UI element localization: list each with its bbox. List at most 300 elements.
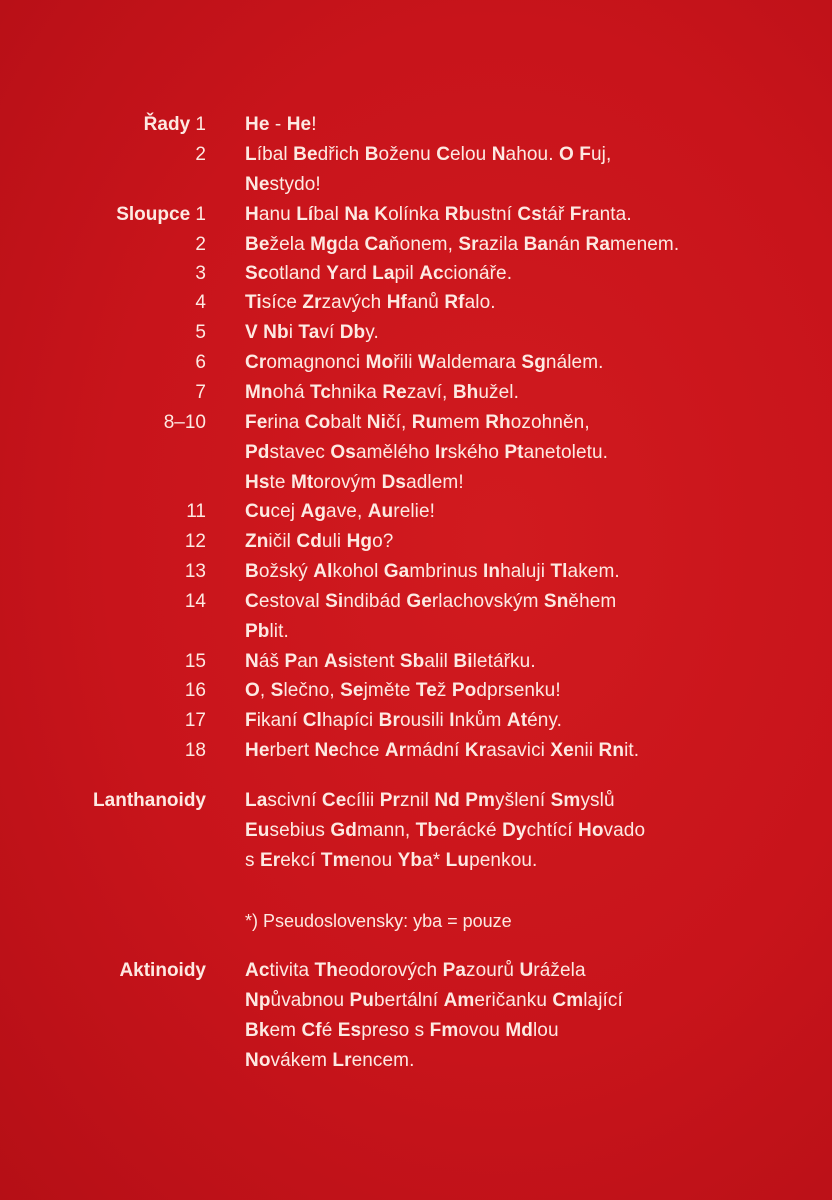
text-fragment: ndibád <box>343 591 407 612</box>
text-fragment: asavici <box>486 740 551 761</box>
mnemonic-row <box>0 468 832 498</box>
mnemonic-text <box>245 348 604 378</box>
text-fragment: olínka <box>388 204 445 225</box>
element-symbol: Po <box>451 680 477 701</box>
element-symbol: Ra <box>585 234 610 255</box>
element-symbol: Rf <box>444 292 465 313</box>
mnemonic-text <box>245 378 519 408</box>
group-number: 5 <box>195 322 206 343</box>
element-symbol: Br <box>378 710 400 731</box>
mnemonic-row <box>0 816 832 846</box>
mnemonic-row <box>0 259 832 289</box>
mnemonic-text <box>245 110 317 140</box>
section-heading: Lanthanoidy <box>93 790 206 811</box>
text-fragment: vákem <box>270 1050 333 1071</box>
element-symbol: Cm <box>552 990 584 1011</box>
text-fragment: amělého <box>355 442 435 463</box>
element-symbol: Pb <box>245 621 270 642</box>
element-symbol: Es <box>337 1020 362 1041</box>
text-fragment: znil <box>400 790 435 811</box>
element-symbol: P <box>284 651 298 672</box>
text-fragment: it. <box>624 740 640 761</box>
text-fragment: elou <box>450 144 492 165</box>
element-symbol: Er <box>259 850 281 871</box>
element-symbol: Ne <box>245 174 270 195</box>
group-number: 13 <box>184 561 206 582</box>
text-fragment: ahou. <box>505 144 559 165</box>
element-symbol: Ti <box>245 292 262 313</box>
mnemonic-text <box>245 617 289 647</box>
row-label <box>195 230 206 260</box>
group-number: 15 <box>184 651 206 672</box>
element-symbol: Lu <box>445 850 470 871</box>
text-fragment: lečno, <box>283 680 341 701</box>
element-symbol: Se <box>340 680 364 701</box>
element-symbol: Sg <box>521 352 546 373</box>
element-symbol: Te <box>415 680 437 701</box>
element-symbol: Lr <box>332 1050 352 1071</box>
element-symbol: Yb <box>397 850 423 871</box>
mnemonic-row <box>0 110 832 140</box>
text-fragment: é <box>321 1020 338 1041</box>
group-number: 12 <box>184 531 206 552</box>
text-fragment: balt <box>330 412 367 433</box>
mnemonic-text <box>245 736 639 766</box>
row-label <box>195 288 206 318</box>
text-fragment: ousili <box>399 710 450 731</box>
text-fragment: nán <box>548 234 586 255</box>
element-symbol: S <box>270 680 284 701</box>
element-symbol: Eu <box>245 820 270 841</box>
text-fragment: pil <box>394 263 420 284</box>
text-fragment: otland <box>268 263 327 284</box>
element-symbol: He <box>286 114 312 135</box>
mnemonic-text <box>245 816 645 846</box>
text-fragment: cílii <box>346 790 380 811</box>
text-fragment: bal <box>313 204 345 225</box>
text-fragment: istent <box>348 651 400 672</box>
element-symbol: F <box>245 710 257 731</box>
mnemonic-text <box>245 170 321 200</box>
group-number: 17 <box>184 710 206 731</box>
text-fragment: akem. <box>567 561 620 582</box>
text-fragment: a* <box>422 850 446 871</box>
row-label <box>185 676 206 706</box>
element-symbol: Ga <box>383 561 410 582</box>
text-fragment: preso s <box>361 1020 430 1041</box>
element-symbol: Db <box>339 322 366 343</box>
element-symbol: Fe <box>245 412 268 433</box>
element-symbol: W <box>417 352 437 373</box>
element-symbol: Bk <box>245 1020 270 1041</box>
text-fragment: cej <box>270 501 301 522</box>
text-fragment: ského <box>447 442 505 463</box>
mnemonic-row <box>0 200 832 230</box>
mnemonic-text <box>245 288 496 318</box>
element-symbol: Tb <box>415 820 440 841</box>
text-fragment: ohá <box>272 382 311 403</box>
text-fragment: kohol <box>332 561 384 582</box>
element-symbol: Ne <box>314 740 339 761</box>
element-symbol: Ni <box>366 412 386 433</box>
element-symbol: Rb <box>444 204 471 225</box>
row-label <box>185 736 206 766</box>
element-symbol: Dy <box>502 820 527 841</box>
element-symbol: Bh <box>452 382 479 403</box>
element-symbol: Hs <box>245 472 270 493</box>
text-fragment: cionáře. <box>443 263 513 284</box>
text-fragment: ž <box>436 680 452 701</box>
mnemonic-text <box>245 786 615 816</box>
mnemonic-text <box>245 140 611 170</box>
section-heading: Aktinoidy <box>119 960 206 981</box>
text-fragment: dprsenku! <box>476 680 561 701</box>
text-fragment: s <box>245 850 260 871</box>
element-symbol: He <box>245 740 270 761</box>
text-fragment: ňonem, <box>389 234 459 255</box>
row-label <box>185 557 206 587</box>
element-symbol: Pa <box>442 960 467 981</box>
text-fragment: jměte <box>363 680 416 701</box>
element-symbol: Cd <box>296 531 322 552</box>
text-fragment: yslů <box>580 790 615 811</box>
mnemonic-text <box>245 259 512 289</box>
text-fragment: zavých <box>321 292 387 313</box>
element-symbol: Kr <box>464 740 487 761</box>
element-symbol: Nd <box>434 790 460 811</box>
element-symbol: Ag <box>300 501 327 522</box>
mnemonic-text <box>245 527 393 557</box>
mnemonic-text <box>245 706 562 736</box>
mnemonic-row <box>0 647 832 677</box>
text-fragment: enou <box>349 850 398 871</box>
mnemonic-row <box>0 557 832 587</box>
mnemonic-text <box>245 497 435 527</box>
element-symbol: U <box>519 960 534 981</box>
element-symbol: Hg <box>346 531 373 552</box>
text-fragment: ! <box>311 114 317 135</box>
mnemonic-text <box>245 200 632 230</box>
text-fragment: lit. <box>269 621 289 642</box>
element-symbol: Ge <box>406 591 432 612</box>
element-symbol: Gd <box>330 820 357 841</box>
element-symbol: Sm <box>550 790 581 811</box>
text-fragment: yšlení <box>495 790 551 811</box>
text-fragment: síce <box>261 292 303 313</box>
text-fragment: anu <box>258 204 297 225</box>
mnemonic-row <box>0 230 832 260</box>
element-symbol: Co <box>304 412 331 433</box>
mnemonic-row <box>0 497 832 527</box>
text-fragment: uj, <box>590 144 612 165</box>
element-symbol: He <box>245 114 270 135</box>
mnemonic-text <box>245 557 620 587</box>
element-symbol: Fm <box>429 1020 459 1041</box>
element-symbol: Sc <box>245 263 269 284</box>
mnemonic-row <box>0 378 832 408</box>
mnemonic-row <box>0 288 832 318</box>
text-fragment: penkou. <box>469 850 538 871</box>
text-fragment: lou <box>532 1020 559 1041</box>
element-symbol: Tl <box>550 561 568 582</box>
mnemonic-text <box>245 468 464 498</box>
element-symbol: Hf <box>386 292 407 313</box>
text-fragment: an <box>297 651 324 672</box>
element-symbol: Md <box>505 1020 533 1041</box>
text-fragment: rážela <box>533 960 586 981</box>
element-symbol: Mg <box>310 234 338 255</box>
text-fragment: tář <box>541 204 570 225</box>
element-symbol: Tc <box>310 382 331 403</box>
element-symbol: Ru <box>411 412 438 433</box>
element-symbol: I <box>449 710 455 731</box>
text-fragment: stavec <box>269 442 331 463</box>
element-symbol: Np <box>245 990 271 1011</box>
element-symbol: Si <box>325 591 344 612</box>
element-symbol: Mt <box>290 472 314 493</box>
row-label <box>119 956 206 986</box>
text-fragment: čí, <box>386 412 412 433</box>
element-symbol: Fr <box>569 204 589 225</box>
element-symbol: Sn <box>543 591 569 612</box>
text-fragment: ozohněn, <box>510 412 590 433</box>
text-fragment: anetoletu. <box>523 442 609 463</box>
mnemonic-text <box>245 408 590 438</box>
element-symbol: Cf <box>301 1020 322 1041</box>
mnemonic-text <box>245 587 616 617</box>
element-symbol: C <box>436 144 451 165</box>
row-label <box>186 497 206 527</box>
text-fragment: nálem. <box>545 352 604 373</box>
text-fragment: íbal <box>256 144 294 165</box>
element-symbol: La <box>245 790 268 811</box>
element-symbol: Ds <box>381 472 407 493</box>
text-fragment: mann, <box>356 820 416 841</box>
element-symbol: Sb <box>399 651 425 672</box>
element-symbol: Cl <box>302 710 322 731</box>
element-symbol: B <box>364 144 379 165</box>
text-fragment: zaví, <box>406 382 453 403</box>
text-fragment: ůvabnou <box>270 990 350 1011</box>
text-fragment: užel. <box>478 382 519 403</box>
element-symbol: Na <box>344 204 369 225</box>
element-symbol: Ho <box>578 820 604 841</box>
mnemonic-row <box>0 617 832 647</box>
element-symbol: Am <box>443 990 475 1011</box>
mnemonic-text <box>245 318 379 348</box>
element-symbol: V <box>245 322 258 343</box>
element-symbol: O <box>558 144 574 165</box>
row-label <box>144 110 206 140</box>
element-symbol: B <box>245 561 259 582</box>
row-label <box>185 587 206 617</box>
element-symbol: Pu <box>349 990 374 1011</box>
group-number: 2 <box>195 144 206 165</box>
element-symbol: Mo <box>365 352 394 373</box>
mnemonic-text <box>245 1016 559 1046</box>
mnemonic-row <box>0 408 832 438</box>
mnemonic-row <box>0 170 832 200</box>
text-fragment: adlem! <box>406 472 464 493</box>
mnemonic-row <box>0 587 832 617</box>
element-symbol: Ir <box>434 442 448 463</box>
text-fragment: mbrinus <box>409 561 483 582</box>
group-number: 18 <box>184 740 206 761</box>
mnemonic-row <box>0 846 832 876</box>
element-symbol: Ba <box>523 234 549 255</box>
element-symbol: Rn <box>598 740 625 761</box>
row-label <box>195 378 206 408</box>
group-number: 3 <box>195 263 206 284</box>
element-symbol: Zn <box>245 531 269 552</box>
mnemonic-row <box>0 986 832 1016</box>
element-symbol: Pm <box>465 790 496 811</box>
mnemonic-row <box>0 676 832 706</box>
text-fragment: žela <box>269 234 311 255</box>
text-fragment: ave, <box>326 501 368 522</box>
element-symbol: O <box>245 680 260 701</box>
text-fragment: encem. <box>351 1050 415 1071</box>
text-fragment: ví <box>319 322 340 343</box>
text-fragment: rbert <box>269 740 315 761</box>
element-symbol: H <box>245 204 259 225</box>
text-fragment: ěhem <box>568 591 617 612</box>
text-fragment: bertální <box>374 990 444 1011</box>
mnemonic-row <box>0 786 832 816</box>
text-fragment: anta. <box>588 204 632 225</box>
text-fragment: áš <box>258 651 285 672</box>
text-fragment: ovou <box>458 1020 506 1041</box>
mnemonic-row <box>0 956 832 986</box>
element-symbol: Rh <box>485 412 511 433</box>
footnote: *) Pseudoslovensky: yba = pouze <box>245 911 512 931</box>
mnemonic-text <box>245 676 561 706</box>
text-fragment: ožský <box>258 561 314 582</box>
element-symbol: At <box>506 710 528 731</box>
group-number: 7 <box>195 382 206 403</box>
text-fragment: ekcí <box>280 850 321 871</box>
element-symbol: Pd <box>245 442 270 463</box>
element-symbol: Au <box>367 501 394 522</box>
mnemonic-text <box>245 230 679 260</box>
group-number: 4 <box>195 292 206 313</box>
mnemonic-row <box>0 348 832 378</box>
text-fragment: chce <box>338 740 385 761</box>
text-fragment: ikaní <box>256 710 303 731</box>
element-symbol: Ac <box>245 960 270 981</box>
group-number: 1 <box>190 204 206 225</box>
mnemonic-row <box>0 706 832 736</box>
text-fragment: nkům <box>454 710 507 731</box>
text-fragment: erácké <box>439 820 503 841</box>
mnemonic-row <box>0 1016 832 1046</box>
row-label <box>116 200 206 230</box>
element-symbol: Nb <box>263 322 289 343</box>
element-symbol: Ca <box>364 234 389 255</box>
section-heading: Řady <box>143 114 191 135</box>
element-symbol: Al <box>313 561 333 582</box>
group-number: 1 <box>190 114 206 135</box>
text-fragment: - <box>269 114 287 135</box>
element-symbol: Ar <box>384 740 407 761</box>
row-label <box>93 786 206 816</box>
element-symbol: F <box>579 144 591 165</box>
mnemonic-text <box>245 846 537 876</box>
text-fragment: vado <box>603 820 646 841</box>
element-symbol: Os <box>330 442 356 463</box>
element-symbol: No <box>245 1050 271 1071</box>
mnemonic-row <box>0 140 832 170</box>
mnemonic-row <box>0 438 832 468</box>
text-fragment: da <box>337 234 365 255</box>
element-symbol: Bi <box>453 651 473 672</box>
text-fragment: řili <box>393 352 418 373</box>
element-symbol: K <box>374 204 389 225</box>
text-fragment: sebius <box>269 820 331 841</box>
text-fragment: omagnonci <box>266 352 366 373</box>
element-symbol: Zr <box>302 292 322 313</box>
text-fragment: i <box>288 322 299 343</box>
row-label <box>195 140 206 170</box>
mnemonic-text <box>245 956 586 986</box>
element-symbol: Pt <box>504 442 524 463</box>
text-fragment: orovým <box>313 472 382 493</box>
text-fragment: letářku. <box>472 651 536 672</box>
group-number: 11 <box>186 501 206 522</box>
text-fragment: mádní <box>406 740 465 761</box>
mnemonic-row <box>0 318 832 348</box>
text-fragment: mem <box>437 412 486 433</box>
text-fragment: rina <box>267 412 305 433</box>
text-fragment: ard <box>338 263 373 284</box>
element-symbol: Sr <box>458 234 479 255</box>
mnemonic-text <box>245 1046 415 1076</box>
text-fragment: azila <box>478 234 524 255</box>
text-fragment: menem. <box>610 234 680 255</box>
text-fragment: oženu <box>378 144 437 165</box>
element-symbol: N <box>491 144 506 165</box>
row-label <box>185 706 206 736</box>
element-symbol: Mn <box>245 382 273 403</box>
text-fragment: nii <box>573 740 599 761</box>
mnemonic-text <box>245 438 608 468</box>
text-fragment: ény. <box>527 710 563 731</box>
text-fragment: tivita <box>269 960 315 981</box>
element-symbol: L <box>245 144 257 165</box>
group-number: 6 <box>195 352 206 373</box>
element-symbol: As <box>323 651 349 672</box>
element-symbol: Xe <box>550 740 574 761</box>
text-fragment: zourů <box>466 960 520 981</box>
text-fragment: hapíci <box>321 710 379 731</box>
mnemonic-row <box>0 527 832 557</box>
element-symbol: Re <box>382 382 407 403</box>
element-symbol: Tm <box>320 850 350 871</box>
element-symbol: Cu <box>245 501 271 522</box>
element-symbol: Cr <box>245 352 267 373</box>
text-fragment: chtící <box>526 820 578 841</box>
row-label <box>195 348 206 378</box>
text-fragment: aldemara <box>436 352 522 373</box>
row-label <box>185 647 206 677</box>
group-number: 16 <box>184 680 206 701</box>
text-fragment: o? <box>372 531 394 552</box>
element-symbol: In <box>483 561 501 582</box>
mnemonic-text <box>245 647 536 677</box>
text-fragment: dřich <box>317 144 365 165</box>
element-symbol: Be <box>245 234 270 255</box>
text-fragment: ičil <box>268 531 297 552</box>
